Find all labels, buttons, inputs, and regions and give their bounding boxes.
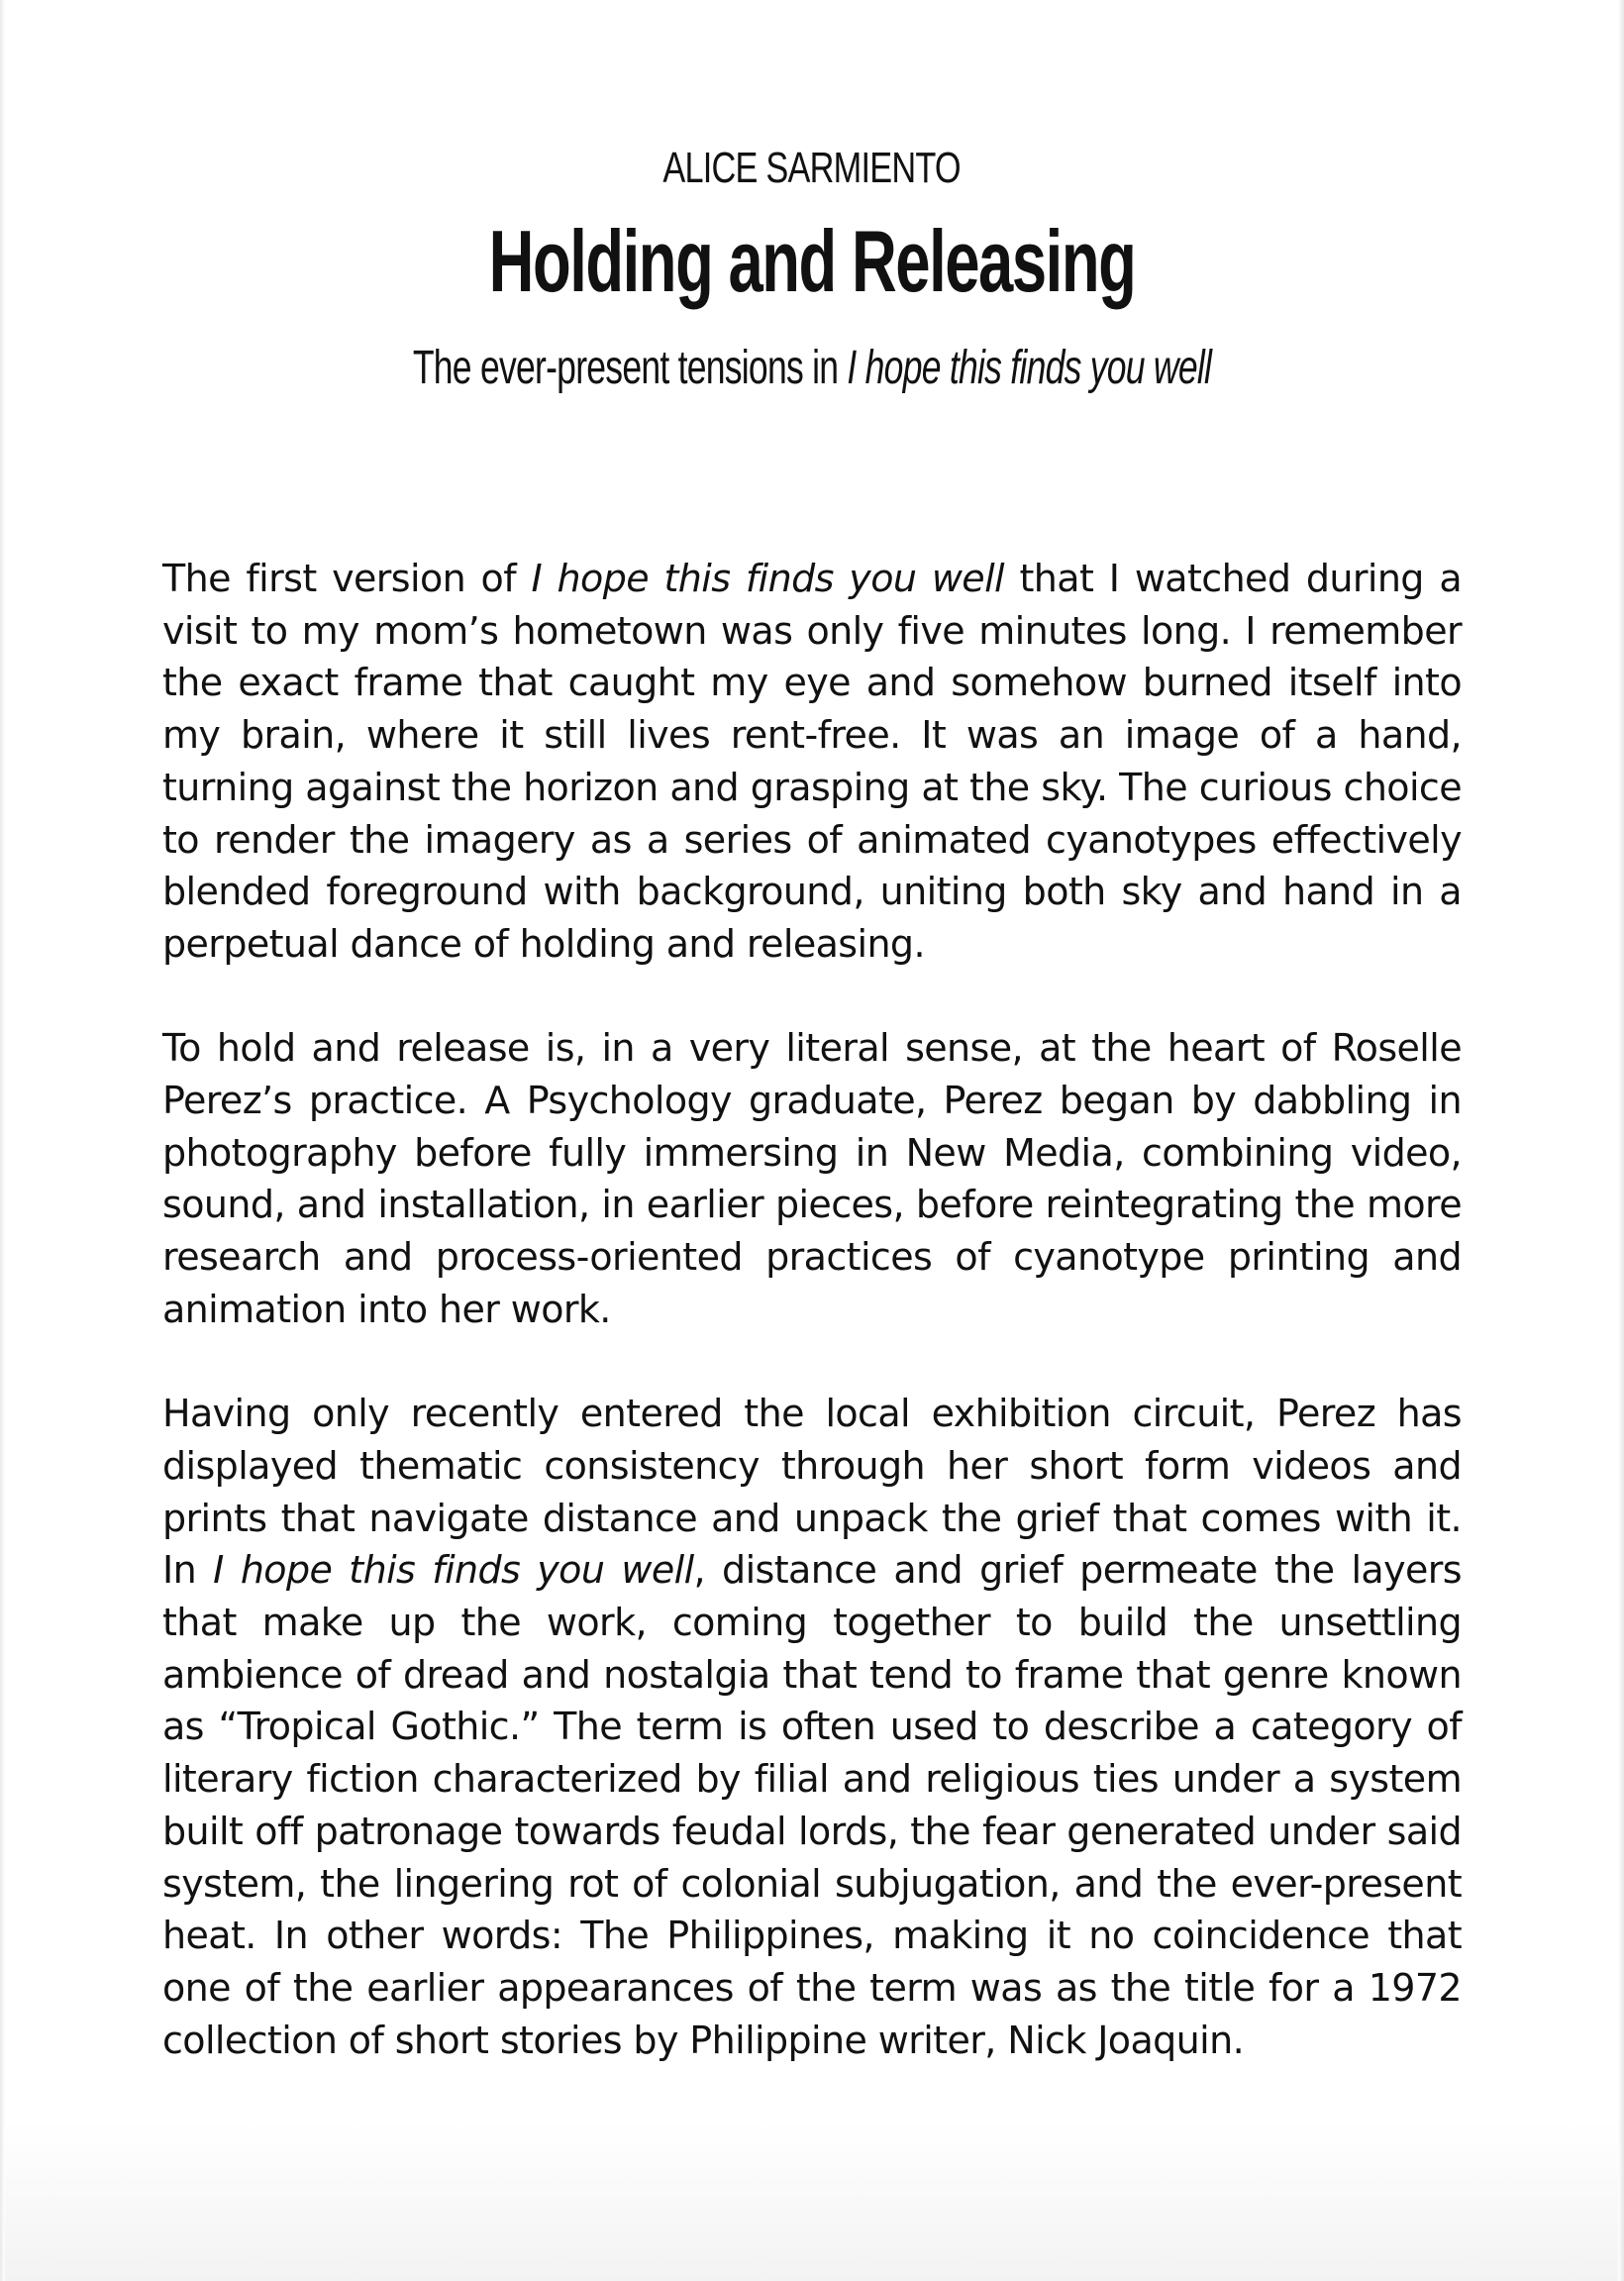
article-subtitle [211, 339, 1413, 398]
paragraph-3-lead: Having only recently entered the local exhibition circuit, Perez has displayed thematic consistency through her short form videos and prints that navigate distance and unpack the grief that comes with it. In [162, 1392, 1462, 1593]
paragraph-3-work-title: I hope this finds you well [213, 1548, 694, 1593]
paragraph-1-lead: The first version of [162, 557, 532, 600]
paragraph-1-work-title: I hope this finds you well [531, 557, 1004, 600]
author-name: ALICE SARMIENTO [662, 144, 962, 192]
article-header [0, 139, 1624, 398]
subtitle-work-title: I hope this finds you well [847, 342, 1212, 394]
paragraph-1-rest: that I watched during a visit to my mom’s hometown was only five minutes long. I remember the exact frame that caught my eye and somehow burned itself into my brain, where it still lives rent-free. It was an image of a hand, turning against the horizon and grasping at the sky. The curious choice to render the imagery as a series of animated cyanotypes effectively blended foreground with background, uniting both sky and hand in a perpetual dance of holding and releasing. [162, 557, 1463, 966]
paragraph-3 [162, 1388, 1462, 2066]
subtitle-lead: The ever-present tensions in [412, 342, 848, 394]
paragraph-2: To hold and release is, in a very literal sense, at the heart of Roselle Perez’s practice. A Psychology graduate, Perez began by dabbling in photography before fully immersing in New Media, combining video, sound, and installation, in earlier pieces, before reintegrating the more research and process-oriented practices of cyanotype printing and animation into her work. [162, 1026, 1462, 1331]
paragraph-3-rest: , distance and grief permeate the layers that make up the work, coming together to build the unsettling ambience of dread and nostalgia that tend to frame that genre known as “Tropical Gothic.” The term is often used to describe a category of literary fiction characterized by filial and religious ties under a system built off patronage towards feudal lords, the fear generated under said system, the lingering rot of colonial subjugation, and the ever-present heat. In other words: The Philippines, making it no coincidence that one of the earlier appearances of the term was as the title for a 1972 collection of short stories by Philippine writer, Nick Joaquin. [162, 1548, 1462, 2062]
article-title: Holding and Releasing [488, 212, 1136, 310]
article-body [162, 553, 1462, 2119]
paragraph-1 [162, 553, 1462, 971]
